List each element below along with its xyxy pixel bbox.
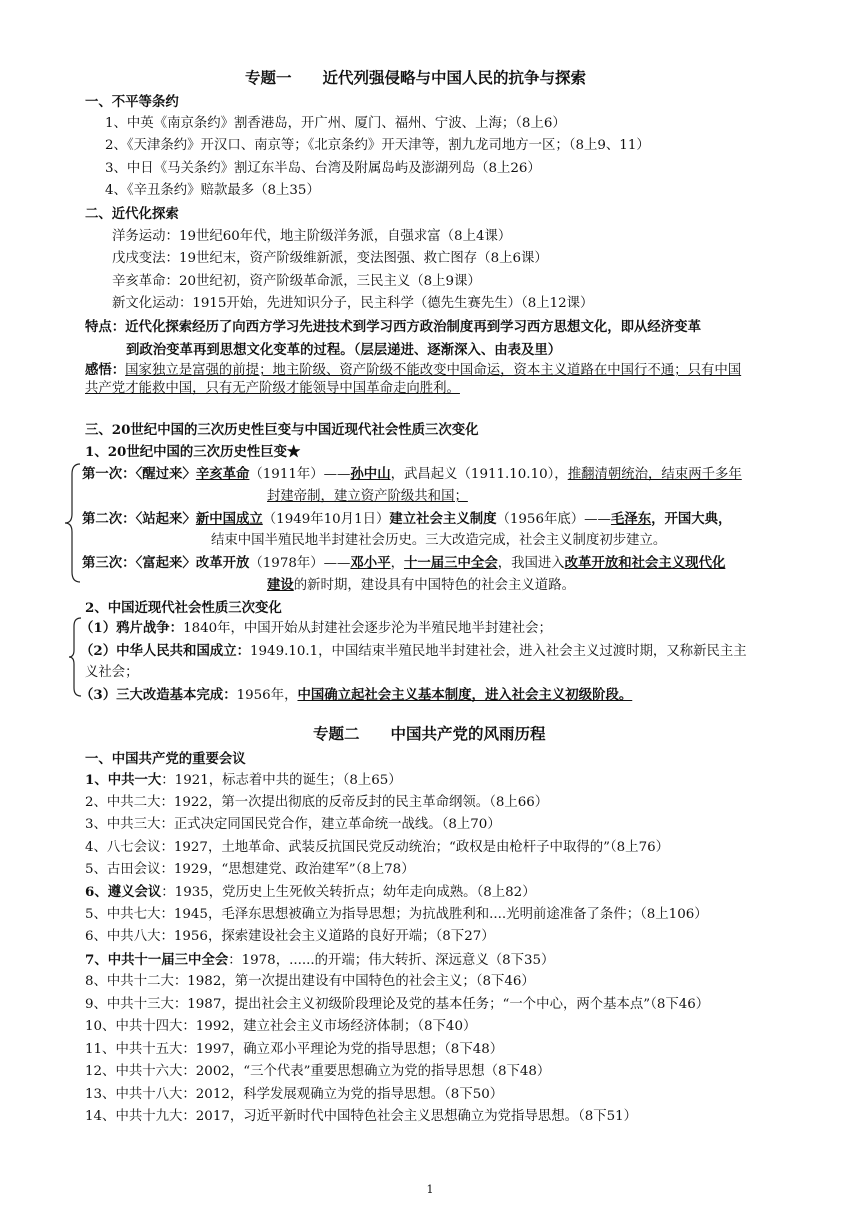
meeting-number: 11、 — [85, 1042, 116, 1057]
meeting-number: 3、 — [85, 817, 107, 832]
meeting-item — [85, 995, 709, 1015]
event-detail: ，武昌起义（1911.10.10）， — [390, 467, 568, 482]
meeting-item — [85, 927, 495, 947]
event-detail: 的新时期，建设具有中国特色的社会主义道路。 — [293, 578, 575, 593]
meeting-item — [85, 1017, 476, 1037]
meeting-number: 5、 — [85, 907, 107, 922]
reflection-line — [85, 360, 741, 381]
meeting-name: 古田会议 — [106, 862, 161, 877]
meeting-name: 中共十八大 — [115, 1087, 183, 1102]
reflection-line: 共产党才能救中国，只有无产阶级才能领导中国革命走向胜利。 — [85, 381, 460, 396]
modernization-item: 辛亥革命：20世纪初，资产阶级革命派，三民主义（8上9课） — [112, 274, 481, 289]
reflection-label: 感悟： — [85, 362, 126, 378]
meeting-item — [85, 905, 708, 925]
meeting-number: 2、 — [85, 795, 107, 810]
change-text: 1956年， — [236, 688, 298, 703]
meeting-item — [85, 793, 548, 813]
separator: ， — [390, 556, 404, 571]
meeting-item — [85, 1107, 637, 1127]
event-detail: ，我国进入 — [497, 556, 565, 571]
change-text: 中国确立起社会主义基本制度，进入社会主义初级阶段。 — [297, 687, 633, 703]
sec3-subheading: 2、中国近现代社会性质三次变化 — [85, 600, 282, 616]
meeting-name: 中共十二大 — [106, 974, 174, 989]
person-name: 毛泽东 — [610, 511, 652, 527]
modernization-item: 戊戌变法：19世纪末，资产阶级维新派，变法图强、救亡图存（8上6课） — [112, 251, 548, 266]
treaty-item: 4、《辛丑条约》赔款最多（8上35） — [105, 183, 320, 198]
change-third-cont — [267, 575, 575, 596]
event-name: 新中国成立 — [195, 511, 263, 527]
nature-change — [80, 685, 632, 706]
meeting-detail: ：1945，毛泽东思想被确立为指导思想；为抗战胜利和....光明前途准备了条件；（8上106） — [160, 907, 708, 922]
meeting-detail: ：1921，标志着中共的诞生；（8上65） — [161, 773, 402, 788]
treaty-item: 3、中日《马关条约》割辽东半岛、台湾及附属岛屿及澎湖列岛（8上26） — [105, 161, 541, 176]
change-label: （3）三大改造基本完成： — [80, 687, 237, 703]
person-name: 孙中山 — [350, 466, 391, 482]
meeting-detail: ：1956，探索建设社会主义道路的良好开端；（8下27） — [160, 929, 495, 944]
meeting-item — [85, 1085, 503, 1105]
meeting-detail: ：1927，土地革命、武装反抗国民党反动统治；“政权是由枪杆子中取得的”（8上76） — [160, 840, 670, 855]
meeting-item — [85, 1062, 550, 1082]
change-label: 第三次：〈富起来〉改革开放 — [82, 555, 250, 571]
meeting-name: 中共七大 — [106, 907, 161, 922]
meeting-number: 13、 — [85, 1087, 116, 1102]
meeting-detail: ：1987，提出社会主义初级阶段理论及党的基本任务；“一个中心，两个基本点”（8下46） — [173, 997, 710, 1012]
meeting-detail: ：1992，建立社会主义市场经济体制；（8下40） — [182, 1019, 477, 1034]
person-name: 邓小平 — [350, 555, 391, 571]
meeting-name: 中共二大 — [106, 795, 161, 810]
topic1-title: 专题一 近代列强侵略与中国人民的抗争与探索 — [245, 68, 587, 87]
event-date: （1911年）—— — [249, 467, 351, 482]
meeting-number: 12、 — [85, 1064, 116, 1079]
meeting-number: 14、 — [85, 1109, 116, 1124]
change-second — [82, 509, 731, 530]
event-detail: ，开国大典， — [651, 511, 732, 527]
meeting-detail: ：1982，第一次提出建设有中国特色的社会主义；（8下46） — [173, 974, 535, 989]
sec3-heading: 三、20世纪中国的三次历史性巨变与中国近现代社会性质三次变化 — [85, 422, 479, 438]
event-date: （1978年）—— — [249, 556, 351, 571]
nature-change — [80, 618, 552, 639]
sec2-heading: 二、近代化探索 — [85, 206, 179, 222]
meeting-detail: ：1935，党历史上生死攸关转折点；幼年走向成熟。（8上82） — [161, 885, 536, 900]
policy-name: 建设 — [267, 577, 294, 593]
meeting-number: 6、 — [85, 929, 107, 944]
topic2-heading: 一、中国共产党的重要会议 — [85, 751, 246, 767]
change-label: 第二次：〈站起来〉 — [82, 511, 196, 527]
meeting-name: 中共十六大 — [115, 1064, 183, 1079]
feature-line: 到政治变革再到思想文化变革的过程。（层层递进、逐渐深入、由表及里） — [126, 342, 562, 358]
event-result: 推翻清朝统治，结束两千多年 — [567, 467, 742, 482]
feature-line: 特点：近代化探索经历了向西方学习先进技术到学习西方政治制度再到学习西方思想文化，即从经济变革 — [85, 319, 701, 335]
meeting-detail: ：1997，确立邓小平理论为党的指导思想；（8下48） — [182, 1042, 504, 1057]
nature-change — [80, 641, 747, 662]
change-first-cont: 封建帝制，建立资产阶级共和国； — [267, 489, 468, 504]
meeting-name: 中共十一届三中全会 — [107, 952, 229, 968]
meeting-item — [85, 860, 415, 880]
change-text: 1840年，中国开始从封建社会逐步沦为半殖民地半封建社会； — [183, 621, 552, 636]
meeting-item — [85, 950, 554, 971]
modernization-item: 新文化运动：1915开始，先进知识分子，民主科学（德先生赛先生）（8上12课） — [112, 296, 594, 311]
sec1-heading: 一、不平等条约 — [85, 94, 179, 110]
meeting-name: 中共十九大 — [115, 1109, 183, 1124]
meeting-name: 遵义会议 — [107, 884, 162, 900]
event-date: （1956年底）—— — [496, 512, 611, 527]
meeting-number: 9、 — [85, 997, 107, 1012]
change-second-cont: 结束中国半殖民地半封建社会历史。三大改造完成，社会主义制度初步建立。 — [211, 533, 667, 548]
meeting-number: 6、 — [85, 884, 108, 900]
meeting-item — [85, 972, 535, 992]
policy-name: 改革开放和社会主义现代化 — [564, 555, 726, 571]
meeting-number: 4、 — [85, 840, 107, 855]
change-first — [82, 464, 742, 485]
meeting-detail: ：1978，......的开端；伟大转折、深远意义（8下35） — [228, 953, 555, 968]
change-label: （2）中华人民共和国成立： — [80, 643, 251, 659]
meeting-name: 中共十四大 — [115, 1019, 183, 1034]
change-third — [82, 553, 725, 574]
meeting-detail: ：2017，习近平新时代中国特色社会主义思想确立为党指导思想。（8下51） — [182, 1109, 638, 1124]
left-brace — [64, 462, 82, 584]
meeting-number: 10、 — [85, 1019, 116, 1034]
change-text: 1949.10.1，中国结束半殖民地半封建社会，进入社会主义过渡时期，又称新民主主 — [250, 644, 747, 659]
meeting-detail: ：1929，“思想建党、政治建军”（8上78） — [160, 862, 415, 877]
treaty-item: 1、中英《南京条约》割香港岛，开广州、厦门、福州、宁波、上海；（8上6） — [105, 116, 566, 131]
meeting-name: 中共十五大 — [115, 1042, 183, 1057]
meeting-item — [85, 1040, 503, 1060]
meeting-name: 中共三大 — [106, 817, 161, 832]
meeting-name: 中共一大 — [107, 772, 162, 788]
page-number: 1 — [426, 1183, 434, 1196]
topic2-title: 专题二 中国共产党的风雨历程 — [313, 724, 546, 743]
meeting-name: 中共八大 — [106, 929, 161, 944]
meeting-detail: ：2012，科学发展观确立为党的指导思想。（8下50） — [182, 1087, 504, 1102]
treaty-item: 2、《天津条约》开汉口、南京等；《北京条约》开天津等，割九龙司地方一区；（8上9、11） — [105, 138, 650, 153]
nature-change-cont: 义社会； — [85, 665, 139, 680]
meeting-number: 7、 — [85, 952, 108, 968]
meeting-detail: ：正式决定同国民党合作，建立革命统一战线。（8上70） — [160, 817, 501, 832]
event-date: （1949年10月1日） — [262, 512, 390, 527]
meeting-name: 八七会议 — [106, 840, 161, 855]
meeting-number: 1、 — [85, 772, 108, 788]
meeting-item — [85, 815, 501, 835]
meeting-name: 十一届三中全会 — [403, 555, 498, 571]
meeting-detail: ：2002，“三个代表”重要思想确立为党的指导思想（8下48） — [182, 1064, 551, 1079]
modernization-item: 洋务运动：19世纪60年代，地主阶级洋务派，自强求富（8上4课） — [112, 229, 512, 244]
meeting-number: 5、 — [85, 862, 107, 877]
meeting-detail: ：1922，第一次提出彻底的反帝反封的民主革命纲领。（8上66） — [160, 795, 549, 810]
meeting-item — [85, 882, 536, 903]
event-name: 辛亥革命 — [195, 466, 250, 482]
meeting-item — [85, 770, 402, 791]
event-name: 建立社会主义制度 — [389, 511, 497, 527]
meeting-number: 8、 — [85, 974, 107, 989]
meeting-item — [85, 838, 669, 858]
change-label: 第一次：〈醒过来〉 — [82, 466, 196, 482]
meeting-name: 中共十三大 — [106, 997, 174, 1012]
reflection-text: 国家独立是富强的前提；地主阶级、资产阶级不能改变中国命运，资本主义道路在中国行不通；只有中国 — [125, 363, 742, 378]
sec3-subheading: 1、20世纪中国的三次历史性巨变★ — [85, 444, 301, 460]
change-label: （1）鸦片战争： — [80, 620, 184, 636]
